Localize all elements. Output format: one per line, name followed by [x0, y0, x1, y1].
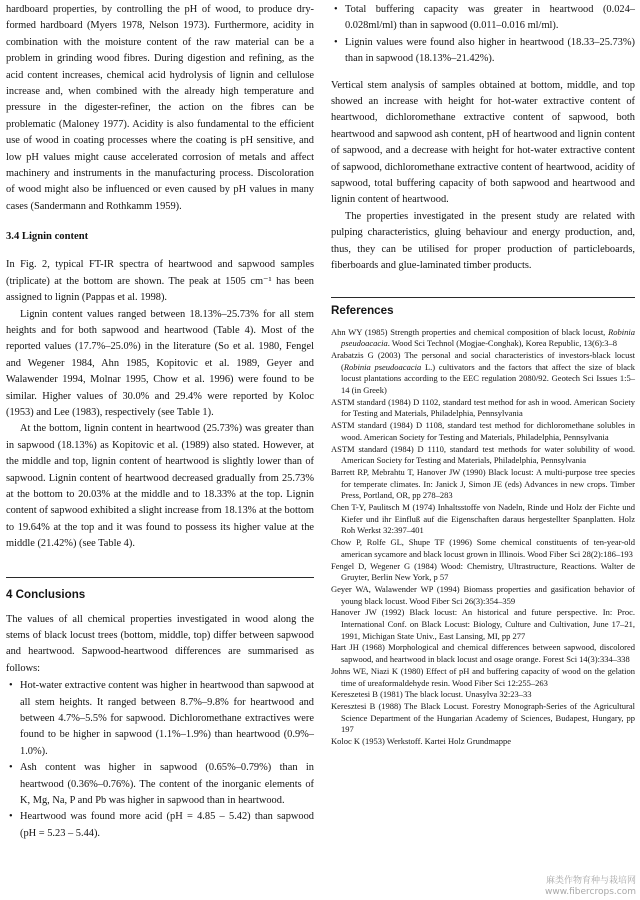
- paragraph-conclusions-intro: The values of all chemical properties investigated in wood along the stems of black locust trees (bottom, middle, top) differ between sapwood and heartwood. Sapwood-heartwood differences are summarised as follows:: [6, 613, 314, 674]
- watermark-url: www.fibercrops.com: [545, 887, 636, 897]
- references-divider: [331, 297, 635, 298]
- paragraph-ftir: In Fig. 2, typical FT-IR spectra of heartwood and sapwood samples (triplicate) at the bottom are shown. The peak at 1505 cm⁻¹ has been assigned to lignin (Pappas et al. 1998).: [6, 259, 314, 304]
- reference-item: ASTM standard (1984) D 1110, standard test methods for water solubility of wood. American Society for Testing and Materials, Philadelphia, Pennsylvania: [331, 443, 635, 466]
- reference-item: Ahn WY (1985) Strength properties and chemical composition of black locust, Robinia pseudoacacia. Wood Sci Technol (Mogjae-Conghak), Korea Republic, 13(6):3–8: [331, 326, 635, 349]
- reference-item: Barrett RP, Mebrahtu T, Hanover JW (1990) Black locust: A multi-purpose tree species for temperate climates. In: Janick J, Simon JE (eds) Advances in new crops. Timber Press, Portland, OR, pp 278–283: [331, 466, 635, 501]
- reference-item: Fengel D, Wegener G (1984) Wood: Chemistry, Ultrastructure, Reactions. Walter de Gruyter, Berlin New York, p 57: [331, 560, 635, 583]
- paragraph-acidity: hardboard properties, by controlling the pH of wood, to produce dry-formed hardboard (Myers 1978, Nelson 1973). Furthermore, acidity in combination with the moisture content of the raw material can be a problem in grinding wood fibres. During digestion and refining, as the acid content increases, chemical acid hydrolysis of lignin and cellulose increase and, when combined with the already high temperature and pressure in the digester-refiner, the action on the fibres can be problematic (Maloney 1977). Acidity is also fundamental to the efficient use of wood in coating processes where the coating is pH sensitive, and low pH values might cause accelerated corrosion of metals and affect machinery and instruments in the manufacturing process. Discoloration of wood might also be influenced or even caused by pH values in many cases (Sandermann and Rothkamm 1959).: [6, 4, 314, 212]
- section-heading-references: References: [331, 303, 394, 317]
- reference-item: Hanover JW (1992) Black locust: An historical and future perspective. In: Proc. International Conf. on Black Locust: Biology, Culture and Cultivation, June 17–21, 1991, Michigan State Univ., East Lansing, MI, pp 277: [331, 607, 635, 641]
- paragraph-vertical-analysis: Vertical stem analysis of samples obtained at bottom, middle, and top showed an increase with height for hot-water extractive content of heartwood, dichloromethane extractive content of sapwood, both heartwood and sapwood ash content, pH of heartwood and lignin content of sapwood, and a decrease with height for hot-water extractive content of sapwood, dichloromethane extractive content of heartwood, acidity of sapwood, total buffering capacity of both sapwood and heartwood and lignin content of heartwood.: [331, 79, 635, 206]
- conclusions-list-right: [331, 2, 635, 68]
- reference-item: Arabatzis G (2003) The personal and social characteristics of investors-black locust (Robinia pseudoacacia L.) cultivators and the factors that affect the size of black locust plantations according to the EEC regulation 2080/92. Geotech Sci Issues 1:5–14 (in Greek): [331, 349, 635, 396]
- reference-item: Hart JH (1968) Morphological and chemical differences between sapwood, discolored sapwood, and heartwood in black locust and osage orange. Forest Sci 14(3):334–338: [331, 642, 635, 665]
- watermark: [545, 876, 636, 898]
- list-item: • Hot-water extractive content was higher in heartwood than sapwood at all stem heights. It ranged between 8.7%–9.8% for heartwood and between 4.7%–5.5% for sapwood. Dichloromethane extractives were found to be higher in sapwood (1.1%–1.9%) than heartwood (0.9%–1.0%).: [6, 678, 314, 760]
- watermark-title: 麻类作物育种与栽培网: [545, 876, 636, 886]
- reference-item: ASTM standard (1984) D 1108, standard test method for dichloromethane solubles in wood. American Society for Testing and Materials, Philadelphia, Pennsylvania: [331, 420, 635, 442]
- left-column: [6, 0, 314, 842]
- paragraph-lignin-range: Lignin content values ranged between 18.13%–25.73% for all stem heights and for both sapwood and heartwood (Table 4). Most of the reported values (17.7%–25.0%) in the literature (So et al. 1980, Fengel and Wegener 1984, Ahn 1985, Kopitovic et al. 1989, Geyer and Walawender 1994, Molnar 1995, Chow et al. 1996) were found to be similar. Higher values of 30.0% and 29.4% were reported by Koloc (1953) and Lee (1983), respectively (see Table 1).: [6, 308, 314, 418]
- section-heading-lignin: 3.4 Lignin content: [6, 231, 89, 243]
- reference-item: ASTM standard (1984) D 1102, standard test method for ash in wood. American Society for Testing and Materials, Philadelphia, Pennsylvania: [331, 396, 635, 419]
- section-divider: [6, 577, 314, 578]
- conclusions-list-left: [6, 678, 314, 842]
- paragraph-properties: The properties investigated in the present study are related with pulping characteristics, gluing behaviour and energy production, and, thus, they can be utilised for proper production of particleboards, fiberboards and glue-laminated timber products.: [331, 210, 635, 272]
- reference-item: Keresztesi B (1988) The Black Locust. Forestry Monograph-Series of the Agricultural Science Department of the Hungarian Academy of Sciences, Budapest, Hungary, pp 197: [331, 701, 635, 735]
- reference-item: Chen T-Y, Paulitsch M (1974) Inhaltsstoffe von Nadeln, Rinde und Holz der Fichte und Kiefer und ihr Einfluß auf die Eigenschaften daraus hergestellter Spanplatten. Holz Roh Werkst 32:397–401: [331, 502, 635, 536]
- list-item: • Lignin values were found also higher in heartwood (18.33–25.73%) than in sapwood (18.13%–21.42%).: [331, 35, 635, 68]
- reference-item: Kereszetesi B (1981) The black locust. Unasylva 32:23–33: [331, 689, 532, 700]
- list-item: • Ash content was higher in sapwood (0.65%–0.79%) than in heartwood (0.36%–0.76%). The content of the inorganic elements of K, Mg, Na, P and Pb was higher in sapwood than in heartwood.: [6, 760, 314, 809]
- section-heading-conclusions: 4 Conclusions: [6, 587, 86, 601]
- reference-item: Koloc K (1953) Werkstoff. Kartei Holz Grundmappe: [331, 736, 512, 747]
- reference-item: Chow P, Rolfe GL, Shupe TF (1996) Some chemical constituents of ten-year-old american sycamore and black locust grown in Illinois. Wood Fiber Sci 28(2):186–193: [331, 537, 635, 559]
- list-item: • Total buffering capacity was greater in heartwood (0.024–0.028ml/ml) than in sapwood (0.011–0.016 ml/ml).: [331, 2, 635, 35]
- list-item: • Heartwood was found more acid (pH = 4.85 – 5.42) than sapwood (pH = 5.23 – 5.44).: [6, 809, 314, 842]
- right-column: [331, 0, 635, 748]
- reference-item: Johns WE, Niazi K (1980) Effect of pH and buffering capacity of wood on the gelation time of ureaformaldehyde resin. Wood Fiber Sci 12:255–263: [331, 665, 635, 688]
- reference-item: Geyer WA, Walawender WP (1994) Biomass properties and gasification behavior of young black locust. Wood Fiber Sci 26(3):354–359: [331, 583, 635, 606]
- references-list: [331, 327, 635, 748]
- paragraph-lignin-bottom: At the bottom, lignin content in heartwood (25.73%) was greater than in sapwood (18.13%) as Kopitovic et al. (1989) also stated. However, at the middle and top, lignin content of heartwood is slightly lower than of sapwood. Lignin content of heartwood decreased gradually from 25.73% at the bottom to 20.03% at the middle and to 18.33% at the top. Lignin content of sapwood exhibited a slight increase from 18.13% at the bottom to 19.64% at the top and it was found to possess its higher value at the middle (21.42%) (see Table 4).: [6, 423, 314, 550]
